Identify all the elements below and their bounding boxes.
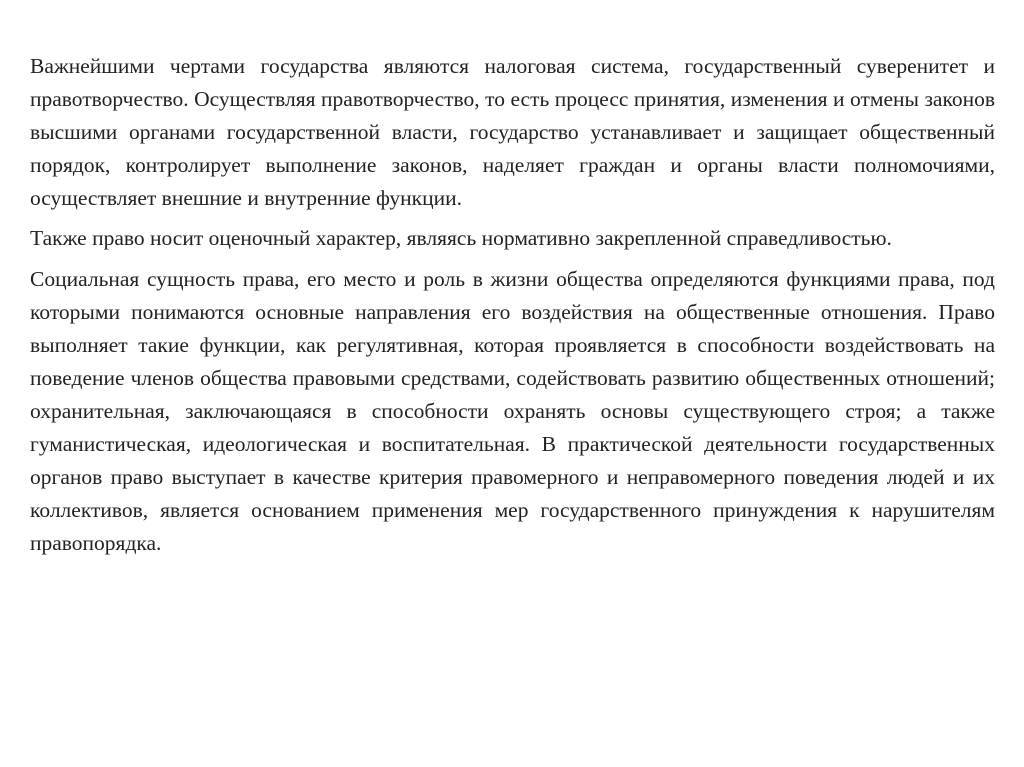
paragraph-law-evaluative: Также право носит оценочный характер, являясь нормативно закрепленной справедливостью. — [30, 226, 892, 250]
paragraph-state-features: Важнейшими чертами государства являются налоговая система, государственный суверенитет и правотворчество. Осуществляя правотворчество, то есть процесс принятия, изменения и отмены законов высшими органами государственной власти, государство устанавливает и защищает общественный порядок, контролирует выполнение законов, наделяет граждан и органы власти полномочиями, осуществляет внешние и внутренние функции. — [30, 54, 995, 210]
paragraph-law-functions: Социальная сущность права, его место и роль в жизни общества определяются функциями права, под которыми понимаются основные направления его воздействия на общественные отношения. Право выполняет такие функции, как регулятивная, которая проявляется в способности воздействовать на поведение членов общества правовыми средствами, содействовать развитию общественных отношений; охранительная, заключающаяся в способности охранять основы существующего строя; а также гуманистическая, идеологическая и воспитательная. В практической деятельности государственных органов право выступает в качестве критерия правомерного и неправомерного поведения людей и их коллективов, является основанием применения мер государственного принуждения к нарушителям правопорядка. — [30, 267, 995, 555]
document-body — [30, 50, 995, 560]
